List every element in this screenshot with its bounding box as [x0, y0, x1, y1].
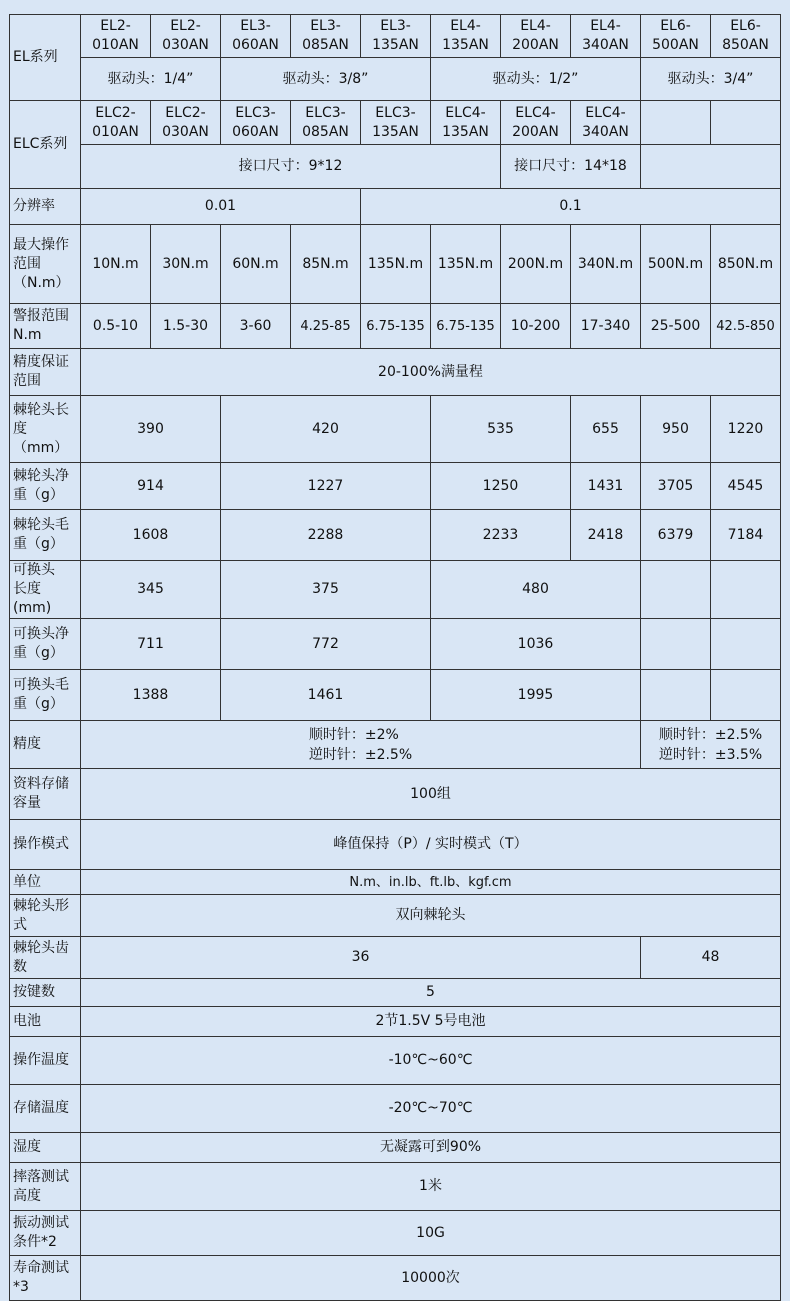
value-cell: 1250 — [431, 463, 571, 510]
row-label: 摔落测试 高度 — [10, 1163, 81, 1211]
value-cell: 36 — [81, 937, 641, 979]
value-cell: 390 — [81, 396, 221, 463]
row-label: 资料存储 容量 — [10, 769, 81, 820]
model-cell: EL6- 850AN — [711, 15, 781, 58]
value-cell: 30N.m — [151, 225, 221, 304]
value-cell: 1.5-30 — [151, 304, 221, 349]
value-cell: 850N.m — [711, 225, 781, 304]
ratchet-form-row — [10, 895, 781, 937]
value-cell: 1608 — [81, 510, 221, 561]
head-gross-row — [10, 670, 781, 721]
value-cell: 1388 — [81, 670, 221, 721]
value-cell: 1461 — [221, 670, 431, 721]
row-label: 棘轮头齿 数 — [10, 937, 81, 979]
vibration-row — [10, 1211, 781, 1256]
storage-row — [10, 769, 781, 820]
row-label: 分辨率 — [10, 189, 81, 225]
el-models-row — [10, 15, 781, 58]
row-label: 可换头净 重（g） — [10, 619, 81, 670]
value-cell: 135N.m — [361, 225, 431, 304]
drive-size: 驱动头：3/8” — [221, 58, 431, 101]
value-cell: 135N.m — [431, 225, 501, 304]
life-row — [10, 1256, 781, 1301]
value-cell: 7184 — [711, 510, 781, 561]
model-cell: EL6- 500AN — [641, 15, 711, 58]
value-cell: 60N.m — [221, 225, 291, 304]
value-cell: 200N.m — [501, 225, 571, 304]
value-cell: 6.75-135 — [431, 304, 501, 349]
value-cell: 2418 — [571, 510, 641, 561]
value-cell: 950 — [641, 396, 711, 463]
row-label: 按键数 — [10, 979, 81, 1007]
value-cell: 42.5-850 — [711, 304, 781, 349]
row-label: 操作温度 — [10, 1037, 81, 1085]
model-cell: ELC2- 010AN — [81, 101, 151, 145]
value-cell: 772 — [221, 619, 431, 670]
value-cell: 2288 — [221, 510, 431, 561]
elc-interface-row — [10, 145, 781, 189]
head-length-row — [10, 561, 781, 619]
drop-row — [10, 1163, 781, 1211]
precision-value: 顺时针：±2.5% 逆时针：±3.5% — [641, 721, 781, 769]
accuracy-range-row — [10, 349, 781, 396]
interface-size: 接口尺寸：14*18 — [501, 145, 641, 189]
model-cell: ELC2- 030AN — [151, 101, 221, 145]
vibration-value: 10G — [81, 1211, 781, 1256]
value-cell: 6379 — [641, 510, 711, 561]
value-cell: 10N.m — [81, 225, 151, 304]
model-cell: ELC4- 135AN — [431, 101, 501, 145]
row-label: 单位 — [10, 870, 81, 895]
value-cell: 1036 — [431, 619, 641, 670]
value-cell: 2233 — [431, 510, 571, 561]
max-range-row — [10, 225, 781, 304]
model-cell: EL3- 135AN — [361, 15, 431, 58]
row-label: 最大操作 范围 （N.m） — [10, 225, 81, 304]
model-cell: ELC4- 200AN — [501, 101, 571, 145]
model-cell: EL3- 060AN — [221, 15, 291, 58]
row-label: 棘轮头长 度 （mm） — [10, 396, 81, 463]
empty-cell — [641, 101, 711, 145]
empty-cell — [711, 670, 781, 721]
precision-value: 顺时针：±2% 逆时针：±2.5% — [81, 721, 641, 769]
empty-cell — [711, 561, 781, 619]
value-cell: 375 — [221, 561, 431, 619]
interface-size: 接口尺寸：9*12 — [81, 145, 501, 189]
resolution-value: 0.01 — [81, 189, 361, 225]
unit-value: N.m、in.lb、ft.lb、kgf.cm — [81, 870, 781, 895]
resolution-value: 0.1 — [361, 189, 781, 225]
value-cell: 655 — [571, 396, 641, 463]
drive-size: 驱动头：1/4” — [81, 58, 221, 101]
elc-series-label: ELC系列 — [10, 101, 81, 189]
store-temp-value: -20℃~70℃ — [81, 1085, 781, 1133]
humidity-value: 无凝露可到90% — [81, 1133, 781, 1163]
row-label: 精度 — [10, 721, 81, 769]
ratchet-length-row — [10, 396, 781, 463]
value-cell: 500N.m — [641, 225, 711, 304]
empty-cell — [641, 619, 711, 670]
teeth-row — [10, 937, 781, 979]
row-label: 操作模式 — [10, 820, 81, 870]
el-series-label: EL系列 — [10, 15, 81, 101]
battery-value: 2节1.5V 5号电池 — [81, 1007, 781, 1037]
row-label: 可换头 长度(mm) — [10, 561, 81, 619]
keys-value: 5 — [81, 979, 781, 1007]
value-cell: 48 — [641, 937, 781, 979]
row-label: 存储温度 — [10, 1085, 81, 1133]
ratchet-net-row — [10, 463, 781, 510]
value-cell: 25-500 — [641, 304, 711, 349]
row-label: 振动测试 条件*2 — [10, 1211, 81, 1256]
drop-value: 1米 — [81, 1163, 781, 1211]
spec-table — [9, 14, 781, 1301]
value-cell: 535 — [431, 396, 571, 463]
model-cell: EL2- 010AN — [81, 15, 151, 58]
value-cell: 3705 — [641, 463, 711, 510]
empty-cell — [711, 101, 781, 145]
value-cell: 85N.m — [291, 225, 361, 304]
mode-row — [10, 820, 781, 870]
value-cell: 4545 — [711, 463, 781, 510]
model-cell: ELC3- 085AN — [291, 101, 361, 145]
value-cell: 0.5-10 — [81, 304, 151, 349]
value-cell: 4.25-85 — [291, 304, 361, 349]
value-cell: 1995 — [431, 670, 641, 721]
empty-cell — [641, 561, 711, 619]
value-cell: 345 — [81, 561, 221, 619]
el-drive-row — [10, 58, 781, 101]
value-cell: 420 — [221, 396, 431, 463]
model-cell: EL3- 085AN — [291, 15, 361, 58]
ratchet-form-value: 双向棘轮头 — [81, 895, 781, 937]
model-cell: EL4- 135AN — [431, 15, 501, 58]
keys-row — [10, 979, 781, 1007]
empty-cell — [711, 619, 781, 670]
row-label: 精度保证 范围 — [10, 349, 81, 396]
value-cell: 6.75-135 — [361, 304, 431, 349]
value-cell: 711 — [81, 619, 221, 670]
value-cell: 480 — [431, 561, 641, 619]
row-label: 棘轮头毛 重（g） — [10, 510, 81, 561]
battery-row — [10, 1007, 781, 1037]
value-cell: 1227 — [221, 463, 431, 510]
model-cell: EL2- 030AN — [151, 15, 221, 58]
precision-row — [10, 721, 781, 769]
empty-cell — [641, 145, 781, 189]
model-cell: ELC3- 135AN — [361, 101, 431, 145]
ratchet-gross-row — [10, 510, 781, 561]
storage-value: 100组 — [81, 769, 781, 820]
resolution-row — [10, 189, 781, 225]
model-cell: ELC3- 060AN — [221, 101, 291, 145]
unit-row — [10, 870, 781, 895]
row-label: 棘轮头净 重（g） — [10, 463, 81, 510]
value-cell: 10-200 — [501, 304, 571, 349]
head-net-row — [10, 619, 781, 670]
drive-size: 驱动头：1/2” — [431, 58, 641, 101]
humidity-row — [10, 1133, 781, 1163]
drive-size: 驱动头：3/4” — [641, 58, 781, 101]
model-cell: ELC4- 340AN — [571, 101, 641, 145]
elc-models-row — [10, 101, 781, 145]
row-label: 寿命测试 *3 — [10, 1256, 81, 1301]
model-cell: EL4- 200AN — [501, 15, 571, 58]
op-temp-row — [10, 1037, 781, 1085]
alarm-range-row — [10, 304, 781, 349]
value-cell: 340N.m — [571, 225, 641, 304]
model-cell: EL4- 340AN — [571, 15, 641, 58]
mode-value: 峰值保持（P）/ 实时模式（T） — [81, 820, 781, 870]
row-label: 可换头毛 重（g） — [10, 670, 81, 721]
value-cell: 914 — [81, 463, 221, 510]
value-cell: 17-340 — [571, 304, 641, 349]
value-cell: 1220 — [711, 396, 781, 463]
row-label: 警报范围 N.m — [10, 304, 81, 349]
row-label: 电池 — [10, 1007, 81, 1037]
life-value: 10000次 — [81, 1256, 781, 1301]
value-cell: 1431 — [571, 463, 641, 510]
value-cell: 3-60 — [221, 304, 291, 349]
row-label: 棘轮头形 式 — [10, 895, 81, 937]
row-label: 湿度 — [10, 1133, 81, 1163]
op-temp-value: -10℃~60℃ — [81, 1037, 781, 1085]
accuracy-range-value: 20-100%满量程 — [81, 349, 781, 396]
store-temp-row — [10, 1085, 781, 1133]
empty-cell — [641, 670, 711, 721]
